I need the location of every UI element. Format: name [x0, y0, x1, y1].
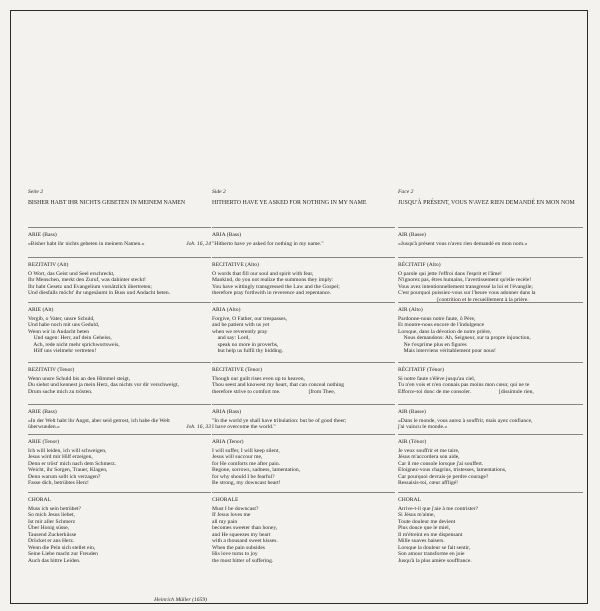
lyric-text: Ihr Menschen, merkt den Zuruf, was dahinter steckt! [28, 277, 146, 283]
lyric-line [398, 348, 583, 355]
section-divider [28, 257, 211, 258]
lyrics-section [28, 434, 211, 487]
lyrics-section [28, 257, 211, 297]
lyric-text: «Dans le monde, vous aurez à souffrir, mais ayez confiance, [398, 417, 533, 424]
lyric-line [28, 241, 211, 248]
lyric-text: I have overcome the world." [212, 424, 276, 430]
lyrics-section [212, 257, 395, 297]
lyric-text: Denn er tröst' mich nach dem Schmerz. [28, 460, 117, 467]
lyrics-section [398, 404, 583, 431]
movement-heading: RECITATIVE (Alto) [212, 262, 259, 268]
lyric-text: Ach, rede nicht mehr sprichwortsweis, [28, 341, 120, 348]
lyric-text: for why should I be fearful? [212, 473, 275, 480]
lyric-text: Begone, sorrows, sadness, lamentation, [212, 467, 301, 473]
lyric-text: Plus douce que le miel, [398, 525, 451, 531]
lyrics-section [212, 404, 395, 431]
lyric-text: Über Honig süsse, [28, 525, 70, 531]
lyric-text: O Wort, das Geist und Seel erschreckt, [28, 270, 115, 277]
lyric-text: Tausend Zuckerküsse [28, 531, 77, 538]
side-label: Seite 2 [28, 189, 44, 195]
movement-heading: ARIE (Bass) [28, 409, 57, 415]
lyrics-section [28, 362, 211, 395]
section-divider [212, 257, 395, 258]
lyric-text: Thou seest and knowest my heart, that can conceal nothing [212, 382, 345, 388]
lyric-line [398, 241, 583, 248]
lyric-line [28, 348, 211, 355]
lyric-text: Efforce-toi donc de me consoler. [dissimule rien, [398, 388, 534, 395]
lyric-line [212, 480, 395, 487]
lyric-text: Wenn die Pein sich stellet ein, [28, 544, 96, 551]
column-title: JUSQU'À PRÉSENT, VOUS N'AVEZ RIEN DEMANDÉ EN MON NOM [398, 199, 575, 206]
lyric-text: all my pain [212, 518, 238, 525]
lyric-text: Wenn wir in Andacht beten [28, 328, 90, 335]
movement-heading: RECITATIVE (Tenor) [212, 367, 262, 373]
lyric-text: Vous avez intentionnellement transgressé la loi et l'évangile; [398, 283, 533, 290]
lyric-text: "In the world ye shall have tribulation: but be of good theer; [212, 417, 347, 424]
lyric-text: and be patient with us yet [212, 322, 270, 328]
lyrics-section [212, 302, 395, 355]
lyric-text: Muss ich sein betrübet? [28, 505, 81, 512]
lyric-text: Fasse dich, betrübtes Herz! [28, 480, 89, 486]
lyrics-section [212, 227, 395, 247]
lyric-text: Jesus will succour me, [212, 454, 263, 460]
lyric-text: Jusqu'à la plus amère souffrance. [398, 557, 472, 564]
lyrics-section [398, 257, 583, 303]
lyrics-section [28, 492, 211, 564]
lyric-text: Il m'étreint en me dispensant [398, 531, 463, 538]
section-divider [28, 434, 211, 435]
lyric-text: Must I be downcast? [212, 505, 259, 512]
lyric-text: but help us fulfil thy bidding. [212, 348, 284, 354]
lyric-line [212, 348, 395, 355]
movement-heading: AIR (Alto) [398, 307, 423, 313]
movement-heading: CHORAL [398, 497, 421, 503]
lyric-line [28, 389, 211, 396]
section-divider [28, 227, 211, 228]
lyric-text: Du siehst und kennest ja mein Herz, das nichts vor dir verschweigt, [28, 382, 179, 388]
lyric-text: with a thousand sweet kisses. [212, 538, 278, 544]
lyric-text: Und diesfalls möcht' ihr ungesäumt in Buss und Andacht beten. [28, 290, 171, 296]
section-divider [212, 362, 395, 363]
lyric-line [398, 558, 583, 565]
lyric-text: O parole qui jette l'effroi dans l'esprit et l'âme! [398, 270, 502, 277]
lyric-text: überwunden.» [28, 424, 60, 430]
lyric-line [398, 480, 583, 487]
movement-heading: RÉCITATIF (Alto) [398, 262, 441, 268]
column-title: BISHER HABT IHR NICHTS GEBETEN IN MEINEM NAMEN [28, 199, 186, 206]
lyric-text: Drum suche mich zu trösten. [28, 388, 93, 395]
lyric-text: Et montre-nous encore de l'indulgence [398, 322, 485, 328]
lyric-text: I will suffer, I will keep silent, [212, 447, 280, 454]
side-label: Face 2 [398, 189, 414, 195]
section-divider [398, 227, 583, 228]
lyric-text: C'est pourquoi puissiez-vous sur l'heure vous adonner dans la [398, 290, 536, 296]
bible-reference: Joh. 16, 24 [186, 240, 211, 247]
section-divider [28, 492, 211, 493]
lyric-text: Be strong, my downcast heart! [212, 480, 281, 486]
lyric-line [212, 241, 395, 248]
lyric-text: Mille suaves baisers. [398, 538, 445, 544]
section-divider [398, 492, 583, 493]
lyric-line [28, 558, 211, 565]
lyric-text: You have wittingly transgressed the Law and the Gospel; [212, 283, 340, 290]
lyrics-section [28, 404, 211, 431]
lyric-text: If Jesus loves me [212, 512, 251, 518]
movement-heading: AIR (Basse) [398, 409, 426, 415]
section-divider [398, 257, 583, 258]
lyric-text: and say: Lord, [212, 335, 250, 341]
movement-heading: ARIA (Alto) [212, 307, 241, 313]
lyric-text: Though our guilt rises even up to heaven, [212, 375, 305, 382]
section-divider [212, 227, 395, 228]
section-divider [398, 434, 583, 435]
lyric-text: O words that fill our soul and spirit with fear, [212, 270, 314, 277]
movement-heading: REZITATIV (Alt) [28, 262, 69, 268]
lyric-text: therefore strive to comfort me. [from Thee, [212, 388, 336, 395]
movement-heading: CHORALE [212, 497, 239, 503]
movement-heading: ARIA (Tenor) [212, 439, 244, 445]
lyric-text: When the pain subsides [212, 544, 265, 551]
lyric-line [398, 389, 583, 396]
section-divider [28, 302, 211, 303]
lyric-text: Auch das bittre Leiden. [28, 557, 81, 564]
lyric-text: Lorsque la douleur se fait sentir, [398, 544, 471, 551]
lyric-text: Ne t'exprime plus en figures [398, 341, 467, 348]
lyric-line [398, 424, 583, 431]
lyric-text: and He squeezes my heart [212, 531, 271, 538]
lyric-text: Lorsque, dans la dévotion de notre prière, [398, 328, 492, 335]
section-divider [212, 492, 395, 493]
lyric-text: Wenn unsre Schuld bis an den Himmel steigt, [28, 375, 131, 382]
column-english [212, 189, 395, 564]
lyric-text: Si notre faute s'élève jusqu'au ciel, [398, 375, 476, 382]
lyric-text: Ist mir aller Schmerz [28, 518, 76, 525]
column-german [28, 189, 211, 603]
lyric-text: Si Jésus m'aime, [398, 512, 435, 518]
movement-heading: ARIA (Bass) [212, 409, 242, 415]
lyric-text: when we reverently pray [212, 328, 268, 335]
lyric-line [212, 389, 395, 396]
lyric-text: «In der Welt habt ihr Angst, aber seid getrost, ich habe die Welt [28, 417, 170, 424]
lyrics-section [398, 362, 583, 395]
lyrics-section [28, 227, 211, 247]
lyric-text: Ihr habt Gesetz und Evangelium vorsätzlich übertreten; [28, 283, 152, 290]
lyric-text: Und sagen: Herr, auf dein Geheiss, [28, 335, 112, 341]
lyric-text: Denn warum sollt ich verzagen? [28, 473, 101, 480]
lyrics-section [398, 434, 583, 487]
lyric-text: the most bitter of suffering. [212, 557, 274, 564]
lyric-text: becomes sweeter than honey, [212, 525, 278, 531]
lyric-text: for He comforts me after pain. [212, 460, 281, 467]
section-divider [212, 302, 395, 303]
lyrics-section [398, 492, 583, 564]
lyric-line [212, 558, 395, 565]
lyric-text: Tu n'en vois et n'en connais pas moins mon cœur, qui ne te [398, 382, 530, 388]
lyric-text: Car il me console lorsque j'ai souffert. [398, 460, 484, 467]
lyric-text: Hilf uns vielmehr vertreten! [28, 348, 97, 354]
column-french [398, 189, 583, 564]
lyrics-section [212, 362, 395, 395]
lyric-line [28, 290, 211, 297]
lyrics-section [398, 302, 583, 355]
lyric-text: Toute douleur me devient [398, 518, 456, 525]
movement-heading: ARIA (Bass) [212, 232, 242, 238]
bible-reference: Joh. 16, 33 [186, 424, 211, 430]
movement-heading: AIR (Ténor) [398, 439, 427, 445]
lyric-text: Mais interviens véritablement pour nous! [398, 348, 496, 354]
lyric-text: Seine Liebe macht zur Freuden [28, 551, 98, 557]
lyric-text: j'ai vaincu le monde.» [398, 424, 448, 430]
lyric-text: Weicht, ihr Sorgen, Trauer, Klagen, [28, 467, 108, 473]
lyric-text: N'ignorez pas, êtres humains, l'avertissement qu'elle recèle! [398, 277, 532, 283]
lyric-text: Car pourquoi devrais-je perdre courage? [398, 473, 489, 480]
section-divider [212, 434, 395, 435]
lyric-text: therefore pray forthwith in reverence and repentance. [212, 290, 332, 296]
lyric-text: So mich Jesus liebet, [28, 512, 75, 518]
lyric-text: Jésus m'accordera son aide, [398, 454, 460, 460]
movement-heading: REZITATIV (Tenor) [28, 367, 75, 373]
movement-heading: AIR (Basse) [398, 232, 426, 238]
lyric-text: Nous demandons: Ah, Seigneur, sur ta propre injonction, [398, 335, 531, 341]
movement-heading: ARIE (Bass) [28, 232, 57, 238]
movement-heading: RÉCITATIF (Ténor) [398, 367, 444, 373]
lyrics-section [28, 302, 211, 355]
lyric-text: Ressaisis-toi, cœur affligé! [398, 480, 459, 486]
section-divider [398, 404, 583, 405]
lyric-text: Son amour transforme en joie [398, 551, 465, 557]
lyrics-section [398, 227, 583, 247]
lyric-text: Und habe noch mit uns Geduld, [28, 322, 100, 328]
lyric-text: «Bisher habt ihr nichts gebeten in meinem Namen.» [28, 240, 145, 247]
lyrics-section [212, 492, 395, 564]
lyric-line [212, 290, 395, 297]
lyric-text: Ich will leiden, ich will schweigen, [28, 447, 107, 454]
lyric-text: Forgive, O Father, our trespasses, [212, 315, 288, 322]
section-divider [212, 404, 395, 405]
lyrics-section [212, 434, 395, 487]
lyric-line [28, 480, 211, 487]
lyric-text: Mankind, do you not realize the summons they imply: [212, 277, 334, 283]
section-divider [28, 404, 211, 405]
lyric-line [28, 424, 211, 431]
author-credit: Heinrich Müller (1659) [154, 597, 207, 603]
section-divider [28, 362, 211, 363]
movement-heading: ARIE (Tenor) [28, 439, 60, 445]
lyric-text: Pardonne-nous notre faute, ô Père, [398, 315, 476, 322]
lyric-text: Vergib, o Vater, unsre Schuld, [28, 315, 95, 322]
lyric-text: "Hitherto have ye asked for nothing in my name." [212, 240, 324, 247]
side-label: Side 2 [212, 189, 226, 195]
lyric-text: Je veux souffrir et me taire, [398, 447, 460, 454]
lyric-text: Jesus wird mir Hilf erzeigen, [28, 454, 93, 460]
lyric-text: His love turns to joy [212, 551, 258, 557]
lyric-text: «Jusqu'à présent vous n'avez rien demandé en mon nom.» [398, 240, 528, 247]
lyric-text: Eloignez-vous chagrins, tristesses, lamentations, [398, 467, 507, 473]
column-title: HITHERTO HAVE YE ASKED FOR NOTHING IN MY NAME [212, 199, 367, 206]
lyric-text: speak no more in proverbs, [212, 341, 279, 348]
lyric-text: [contrition et le recueillement à la prière. [398, 296, 529, 303]
lyric-text: Drücket er ans Herz. [28, 538, 75, 544]
movement-heading: ARIE (Alt) [28, 307, 54, 313]
section-divider [398, 362, 583, 363]
movement-heading: CHORAL [28, 497, 51, 503]
section-divider [398, 302, 583, 303]
lyric-text: Arrive-t-il que j'aie à me contrister? [398, 505, 479, 512]
lyric-line [212, 424, 395, 431]
